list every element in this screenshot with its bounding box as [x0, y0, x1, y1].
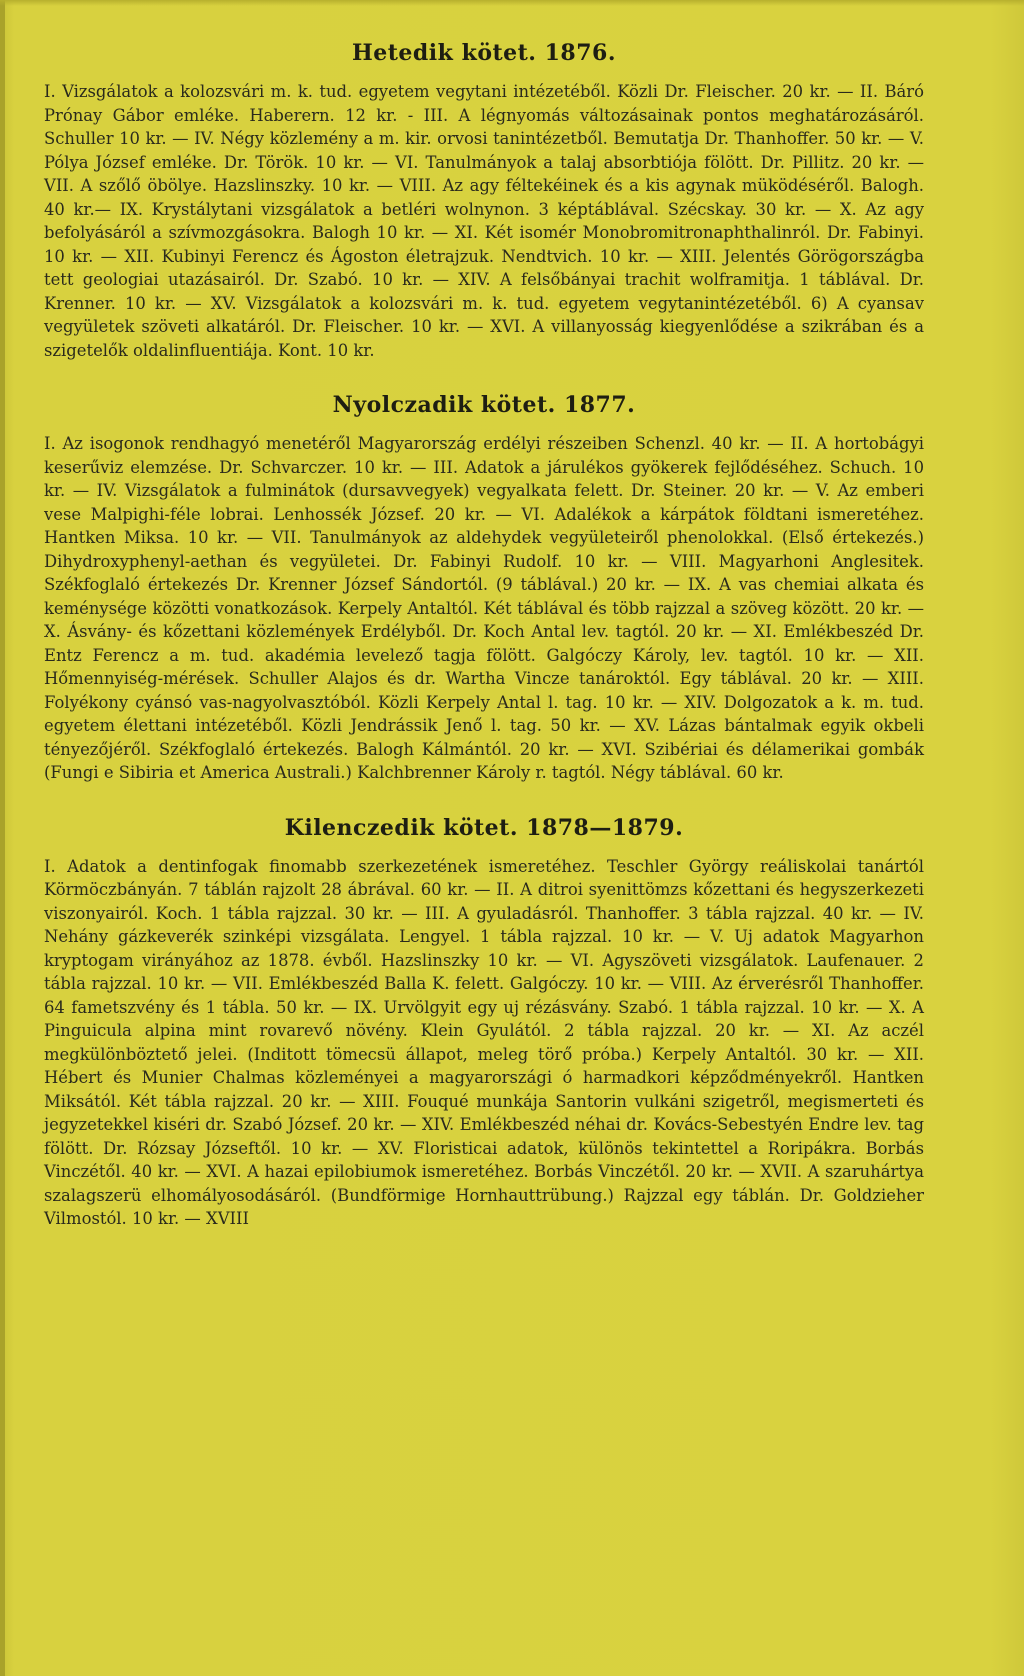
document-content — [44, 40, 924, 1261]
section-body: I. Adatok a dentinfogak finomabb szerkezetének ismeretéhez. Teschler György reáliskolai tanártól Körmöczbányán. 7 táblán rajzolt 28 ábrával. 60 kr. — II. A ditroi syenittömzs kőzettani és hegyszerkezeti viszonyairól. Koch. 1 tábla rajzzal. 30 kr. — III. A gyuladásról. Thanhoffer. 3 tábla rajzzal. 40 kr. — IV. Nehány gázkeverék szinképi vizsgálata. Lengyel. 1 tábla rajzzal. 10 kr. — V. Uj adatok Magyarhon kryptogam virányához az 1878. évből. Hazslinszky 10 kr. — VI. Agyszöveti vizsgálatok. Laufenauer. 2 tábla rajzzal. 10 kr. — VII. Emlékbeszéd Balla K. felett. Galgóczy. 10 kr. — VIII. Az érverésről Thanhoffer. 64 fametszvény és 1 tábla. 50 kr. — IX. Urvölgyit egy uj rézásvány. Szabó. 1 tábla rajzzal. 10 kr. — X. A Pinguicula alpina mint rovarevő növény. Klein Gyulától. 2 tábla rajzzal. 20 kr. — XI. Az aczél megkülönböztető jelei. (Inditott tömecsü állapot, meleg törő próba.) Kerpely Antaltól. 30 kr. — XII. Hébert és Munier Chalmas közleményei a magyarországi ó harmadkori képződményekről. Hantken Miksától. Két tábla rajzzal. 20 kr. — XIII. Fouqué munkája Santorin vulkáni szigetről, megismerteti és jegyzetekkel kiséri dr. Szabó József. 20 kr. — XIV. Emlékbeszéd néhai dr. Kovács-Sebestyén Endre lev. tag fölött. Dr. Rózsay Józseftől. 10 kr. — XV. Floristicai adatok, különös tekintettel a Roripákra. Borbás Vinczétől. 40 kr. — XVI. A hazai epilobiumok ismeretéhez. Borbás Vinczétől. 20 kr. — XVII. A szaruhártya szalagszerü elhomályosodásáról. (Bundförmige Hornhauttrübung.) Rajzzal egy táblán. Dr. Goldzieher Vilmostól. 10 kr. — XVIII — [44, 856, 924, 1228]
page-top-shadow — [0, 0, 1024, 6]
page-edge — [0, 0, 5, 1676]
section-title: Hetedik kötet. 1876. — [351, 40, 617, 66]
section-volume-8 — [44, 392, 924, 785]
section-body: I. Az isogonok rendhagyó menetéről Magyarország erdélyi részeiben Schenzl. 40 kr. — II. A hortobágyi keserűviz elemzése. Dr. Schvarczer. 10 kr. — III. Adatok a járulékos gyökerek fejlődéséhez. Schuch. 10 kr. — IV. Vizsgálatok a fulminátok (dursavvegyek) vegyalkata felett. Dr. Steiner. 20 kr. — V. Az emberi vese Malpighi-féle lobrai. Lenhossék József. 20 kr. — VI. Adalékok a kárpátok földtani ismeretéhez. Hantken Miksa. 10 kr. — VII. Tanulmányok az aldehydek vegyületeiről phenolokkal. (Első értekezés.) Dihydroxyphenyl-aethan és vegyületei. Dr. Fabinyi Rudolf. 10 kr. — VIII. Magyarhoni Anglesitek. Székfoglaló értekezés Dr. Krenner József Sándortól. (9 táblával.) 20 kr. — IX. A vas chemiai alkata és keménysége közötti vonatkozások. Kerpely Antaltól. Két táblával és több rajzzal a szöveg között. 20 kr. — X. Ásvány- és kőzettani közlemények Erdélyből. Dr. Koch Antal lev. tagtól. 20 kr. — XI. Emlékbeszéd Dr. Entz Ferencz a m. tud. akadémia levelező tagja fölött. Galgóczy Károly, lev. tagtól. 10 kr. — XII. Hőmennyiség-mérések. Schuller Alajos és dr. Wartha Vincze tanároktól. Egy táblával. 20 kr. — XIII. Folyékony cyánsó vas-nagyolvasztóból. Közli Kerpely Antal l. tag. 10 kr. — XIV. Dolgozatok a k. m. tud. egyetem élettani intézetéből. Közli Jendrássik Jenő l. tag. 50 kr. — XV. Lázas bántalmak egyik okbeli tényezőjéről. Székfoglaló értekezés. Balogh Kálmántól. 20 kr. — XVI. Szibériai és délamerikai gombák (Fungi e Sibiria et America Australi.) Kalchbrenner Károly r. tagtól. Négy táblával. 60 kr. — [44, 434, 924, 782]
section-title: Nyolczadik kötet. 1877. — [332, 392, 636, 418]
section-volume-9 — [44, 815, 924, 1231]
section-volume-7 — [44, 40, 924, 362]
section-body: I. Vizsgálatok a kolozsvári m. k. tud. egyetem vegytani intézetéből. Közli Dr. Fleischer. 20 kr. — II. Báró Prónay Gábor emléke. Haberern. 12 kr. - III. A légnyomás változásainak pontos meghatározásáról. Schuller 10 kr. — IV. Négy közlemény a m. kir. orvosi tanintézetből. Bemutatja Dr. Thanhoffer. 50 kr. — V. Pólya József emléke. Dr. Török. 10 kr. — VI. Tanulmányok a talaj absorbtiója fölött. Dr. Pillitz. 20 kr. — VII. A szőlő öbölye. Hazslinszky. 10 kr. — VIII. Az agy féltekéinek és a kis agynak müködéséről. Balogh. 40 kr.— IX. Krystálytani vizsgálatok a betléri wolnynon. 3 képtáblával. Szécskay. 30 kr. — X. Az agy befolyásáról a szívmozgásokra. Balogh 10 kr. — XI. Két isomér Monobromitronaphthalinról. Dr. Fabinyi. 10 kr. — XII. Kubinyi Ferencz és Ágoston életrajzuk. Nendtvich. 10 kr. — XIII. Jelentés Görögországba tett geologiai utazásairól. Dr. Szabó. 10 kr. — XIV. A felsőbányai trachit wolframitja. 1 táblával. Dr. Krenner. 10 kr. — XV. Vizsgálatok a kolozsvári m. k. tud. egyetem vegytanintézetéből. 6) A cyansav vegyületek szöveti alkatáról. Dr. Fleischer. 10 kr. — XVI. A villanyosság kiegyenlődése a szikrában és a szigetelők oldalinfluentiája. Kont. 10 kr. — [44, 82, 924, 360]
section-title: Kilenczedik kötet. 1878—1879. — [284, 814, 684, 841]
